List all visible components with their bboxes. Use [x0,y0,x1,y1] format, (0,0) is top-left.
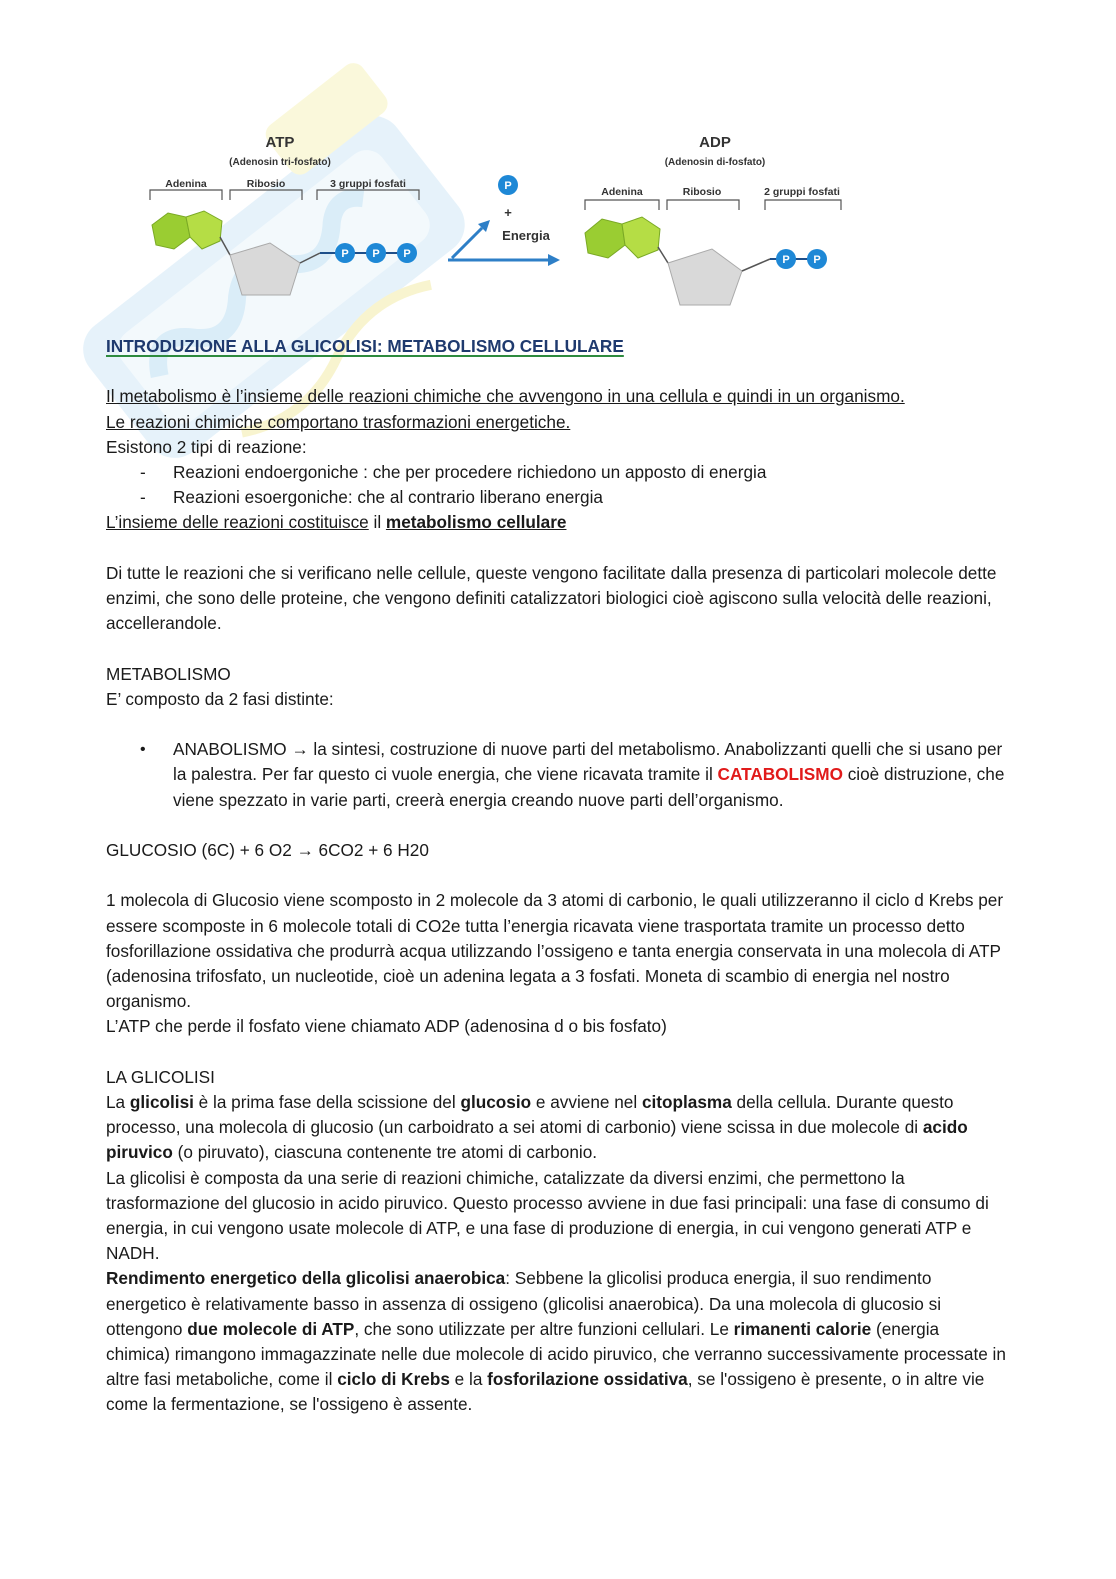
glicolisi-paragraph-3: Rendimento energetico della glicolisi anaerobica: Sebbene la glicolisi produca energia, il suo rendimento energetico è relativamente basso in assenza di ossigeno (glicolisi anaerobica). Da una molecola di glucosio si ottengono due molecole di ATP, che sono utilizzate per altre funzioni cellulari. Le rimanenti calorie (energia chimica) rimangono immagazzinate nelle due molecole di acido piruvico, che verranno successivamente processate in altre fasi metaboliche, come il ciclo di Krebs e la fosforilazione ossidativa, se l'ossigeno è presente, o in altre vie come la fermentazione, se l'ossigeno è assente. [106,1268,1006,1415]
document-body [106,334,1006,1418]
atp-label-ribosio: Ribosio [246,178,286,190]
svg-text:P: P [341,248,349,260]
atp-adp-diagram [130,125,850,320]
atp-subtitle: (Adenosin tri-fosfato) [229,157,331,168]
energy-arrow [448,220,560,266]
list-item: - Reazioni esoergoniche: che al contrario liberano energia [140,487,603,508]
atp-phosphate-3 [397,243,417,263]
reaction-types-intro: Esistono 2 tipi di reazione: [106,436,307,457]
atp-phosphate-1 [335,243,355,263]
svg-text:P: P [504,180,512,192]
glicolisi-title: LA GLICOLISI [106,1066,215,1087]
atp-title: ATP [265,134,295,151]
glucose-paragraph: 1 molecola di Glucosio viene scomposto in 2 molecole da 3 atomi di carbonio, le quali utilizzeranno il ciclo d Krebs per essere scomposte in 6 molecole totali di CO2e tutta l’energia ricavata viene trasportata tramite un processo detto fosforillazione ossidativa che produrrà acqua utilizzando l’ossigeno e tanta energia conservata in una molecola di ATP (adenosina trifosfato, un nucleotide, cioè un adenina legata a 3 fosfati. Moneta di scambio di energia nel nostro organismo. [106,890,1004,1012]
energy-label: Energia [502,228,550,243]
adp-label-ribosio: Ribosio [682,186,722,198]
plus-sign: + [504,205,512,220]
intro-line-1: Il metabolismo è l’insieme delle reazioni chimiche che avvengono in una cellula e quindi in un organismo. [106,386,905,407]
svg-text:P: P [403,248,411,260]
adp-phosphate-1 [776,249,796,269]
svg-text:P: P [813,254,821,266]
adp-label-fosfati: 2 gruppi fosfati [764,186,840,198]
section-heading: INTRODUZIONE ALLA GLICOLISI: METABOLISMO CELLULARE [106,336,624,356]
glicolisi-paragraph-1: La glicolisi è la prima fase della scissione del glucosio e avviene nel citoplasma della cellula. Durante questo processo, una molecola di glucosio (un carboidrato a sei atomi di carbonio) viene scissa in due molecole di acido piruvico (o piruvato), ciascuna contenente tre atomi di carbonio. [106,1091,968,1163]
adp-line: L’ATP che perde il fosfato viene chiamato ADP (adenosina d o bis fosfato) [106,1016,667,1037]
glicolisi-paragraph-2: La glicolisi è composta da una serie di reazioni chimiche, catalizzate da diversi enzimi, che permettono la trasformazione del glucosio in acido piruvico. Questo processo avviene in due fasi principali: una fase di consumo di energia, in cui vengono usate molecole di ATP, e una fase di produzione di energia, in cui vengono generati ATP e NADH. [106,1167,989,1264]
adp-phosphate-2 [807,249,827,269]
svg-text:P: P [782,254,790,266]
adp-title: ADP [699,134,731,151]
intro-line-2: Le reazioni chimiche comportano trasformazioni energetiche. [106,411,571,432]
svg-text:P: P [372,248,380,260]
atp-label-adenina: Adenina [165,178,207,190]
enzymes-paragraph: Di tutte le reazioni che si verificano nelle cellule, queste vengono facilitate dalla presenza di particolari molecole dette enzimi, che sono delle proteine, che vengono definiti catalizzatori biologici cioè agiscono sulla velocità delle reazioni, accellerandole. [106,562,997,634]
metabolism-subtitle: E’ composto da 2 fasi distinte: [106,688,334,709]
released-phosphate [498,175,518,195]
anabolism-bullet: • ANABOLISMO → la sintesi, costruzione di nuove parti del metabolismo. Anabolizzanti quelli che si usano per la palestra. Per far questo ci vuole energia, che viene ricavata tramite il CATABOLISMO cioè distruzione, che viene spezzato in varie parti, creerà energia creando nuove parti dell’organismo. [140,739,1005,810]
list-item: - Reazioni endoergoniche : che per procedere richiedono un apposto di energia [140,462,767,482]
adp-subtitle: (Adenosin di-fosfato) [664,157,766,168]
glucose-equation: GLUCOSIO (6C) + 6 O2 → 6CO2 + 6 H20 [106,839,429,860]
atp-phosphate-2 [366,243,386,263]
metabolism-title: METABOLISMO [106,663,231,684]
metabolism-summary: L’insieme delle reazioni costituisce il metabolismo cellulare [106,512,567,533]
adp-label-adenina: Adenina [601,186,643,198]
atp-label-fosfati: 3 gruppi fosfati [330,178,406,190]
